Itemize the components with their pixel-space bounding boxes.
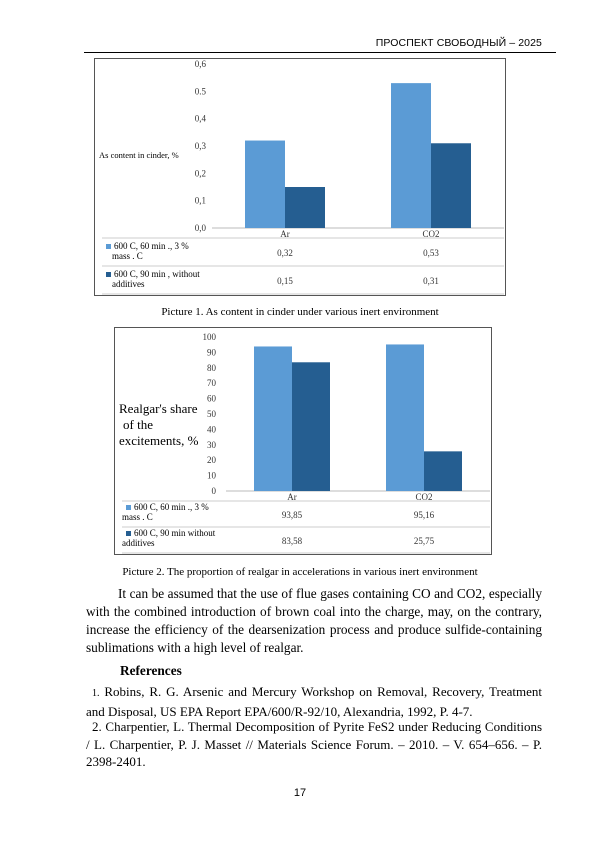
bar bbox=[431, 143, 471, 228]
legend-label: 600 C, 60 min ., 3 % bbox=[114, 241, 189, 251]
y-tick-label: 10 bbox=[207, 470, 216, 481]
bar bbox=[245, 141, 285, 228]
x-tick-label: CO2 bbox=[415, 492, 433, 502]
y-tick-label: 90 bbox=[207, 347, 216, 358]
y-tick-label: 0 bbox=[211, 486, 216, 496]
data-label: 83,58 bbox=[281, 536, 303, 546]
bar bbox=[391, 83, 431, 228]
reference-text: Charpentier, L. Thermal Decomposition of Pyrite FeS2 under Reducing Conditions / L. Charpentier, P. J. Masset // Materials Science Forum. – 2010. – V. 654–656. – P. 2398-2401. bbox=[86, 719, 543, 769]
body-paragraph: It can be assumed that the use of flue gases containing CO and CO2, especially with the combined introduction of brown coal into the charge, may, on the contrary, increase the efficiency of the dearsenization process and produce sulfide-containing sublimations with a high level of realgar. bbox=[86, 586, 542, 655]
legend-label: 600 C, 60 min ., 3 % bbox=[134, 502, 209, 512]
chart-1 bbox=[94, 58, 506, 296]
reference-text: Robins, R. G. Arsenic and Mercury Workshop on Removal, Recovery, Treatment and Disposal, US EPA Report EPA/600/R-92/10, Alexandria, 1992, P. 4-7. bbox=[86, 684, 542, 719]
page-number: 17 bbox=[293, 787, 307, 799]
bar bbox=[292, 362, 330, 491]
reference-number: 2. bbox=[92, 719, 102, 734]
y-tick-label: 40 bbox=[207, 424, 216, 435]
bar bbox=[254, 346, 292, 491]
data-label: 0,15 bbox=[277, 276, 293, 286]
y-tick-label: 0,4 bbox=[194, 113, 206, 124]
legend-key bbox=[106, 244, 111, 249]
x-tick-label: Ar bbox=[280, 229, 290, 239]
legend-key bbox=[126, 505, 131, 510]
legend-key bbox=[106, 272, 111, 277]
chart-1-ylabel: As content in cinder, % bbox=[99, 150, 179, 160]
legend-label: additives bbox=[112, 279, 145, 289]
y-tick-label: 0,0 bbox=[194, 223, 206, 233]
bar bbox=[424, 451, 462, 491]
legend-label: mass . C bbox=[112, 251, 143, 261]
data-label: 0,53 bbox=[423, 248, 439, 258]
y-tick-label: 70 bbox=[207, 378, 216, 389]
data-label: 95,16 bbox=[413, 510, 435, 520]
y-tick-label: 0,6 bbox=[194, 59, 206, 69]
chart-2-ylabel-line: of the bbox=[123, 417, 153, 432]
y-tick-label: 50 bbox=[207, 409, 216, 419]
y-tick-label: 0.5 bbox=[194, 86, 206, 97]
x-tick-label: Ar bbox=[287, 492, 297, 502]
legend-label: additives bbox=[122, 538, 155, 548]
caption-1: Picture 1. As content in cinder under various inert environment bbox=[161, 306, 439, 318]
legend-key bbox=[126, 531, 131, 536]
header-rule bbox=[84, 52, 556, 53]
data-label: 0,31 bbox=[423, 276, 439, 286]
y-tick-label: 80 bbox=[207, 362, 216, 373]
y-tick-label: 0,2 bbox=[194, 168, 206, 179]
caption-2: Picture 2. The proportion of realgar in accelerations in various inert environment bbox=[122, 566, 478, 578]
data-label: 93,85 bbox=[281, 510, 303, 520]
legend-label: mass . C bbox=[122, 512, 153, 522]
bar bbox=[386, 344, 424, 491]
running-header: ПРОСПЕКТ СВОБОДНЫЙ – 2025 bbox=[375, 37, 542, 49]
chart-2-ylabel-line: Realgar's share bbox=[119, 401, 198, 416]
legend-label: 600 C, 90 min , without bbox=[114, 269, 200, 279]
y-tick-label: 60 bbox=[207, 393, 216, 404]
reference-item bbox=[86, 718, 542, 771]
y-tick-label: 30 bbox=[207, 439, 216, 450]
bar bbox=[285, 187, 325, 228]
chart-2 bbox=[114, 327, 492, 555]
data-label: 0,32 bbox=[277, 248, 293, 258]
reference-item bbox=[86, 683, 542, 720]
x-tick-label: CO2 bbox=[422, 229, 440, 239]
reference-number: 1. bbox=[92, 688, 100, 699]
y-tick-label: 0,1 bbox=[194, 195, 206, 206]
legend-label: 600 C, 90 min without bbox=[134, 528, 216, 538]
y-tick-label: 0,3 bbox=[194, 141, 206, 151]
y-tick-label: 20 bbox=[207, 455, 216, 466]
chart-2-ylabel-line: excitements, % bbox=[119, 433, 199, 448]
data-label: 25,75 bbox=[413, 536, 435, 546]
y-tick-label: 100 bbox=[202, 332, 216, 342]
references-heading: References bbox=[120, 663, 182, 678]
